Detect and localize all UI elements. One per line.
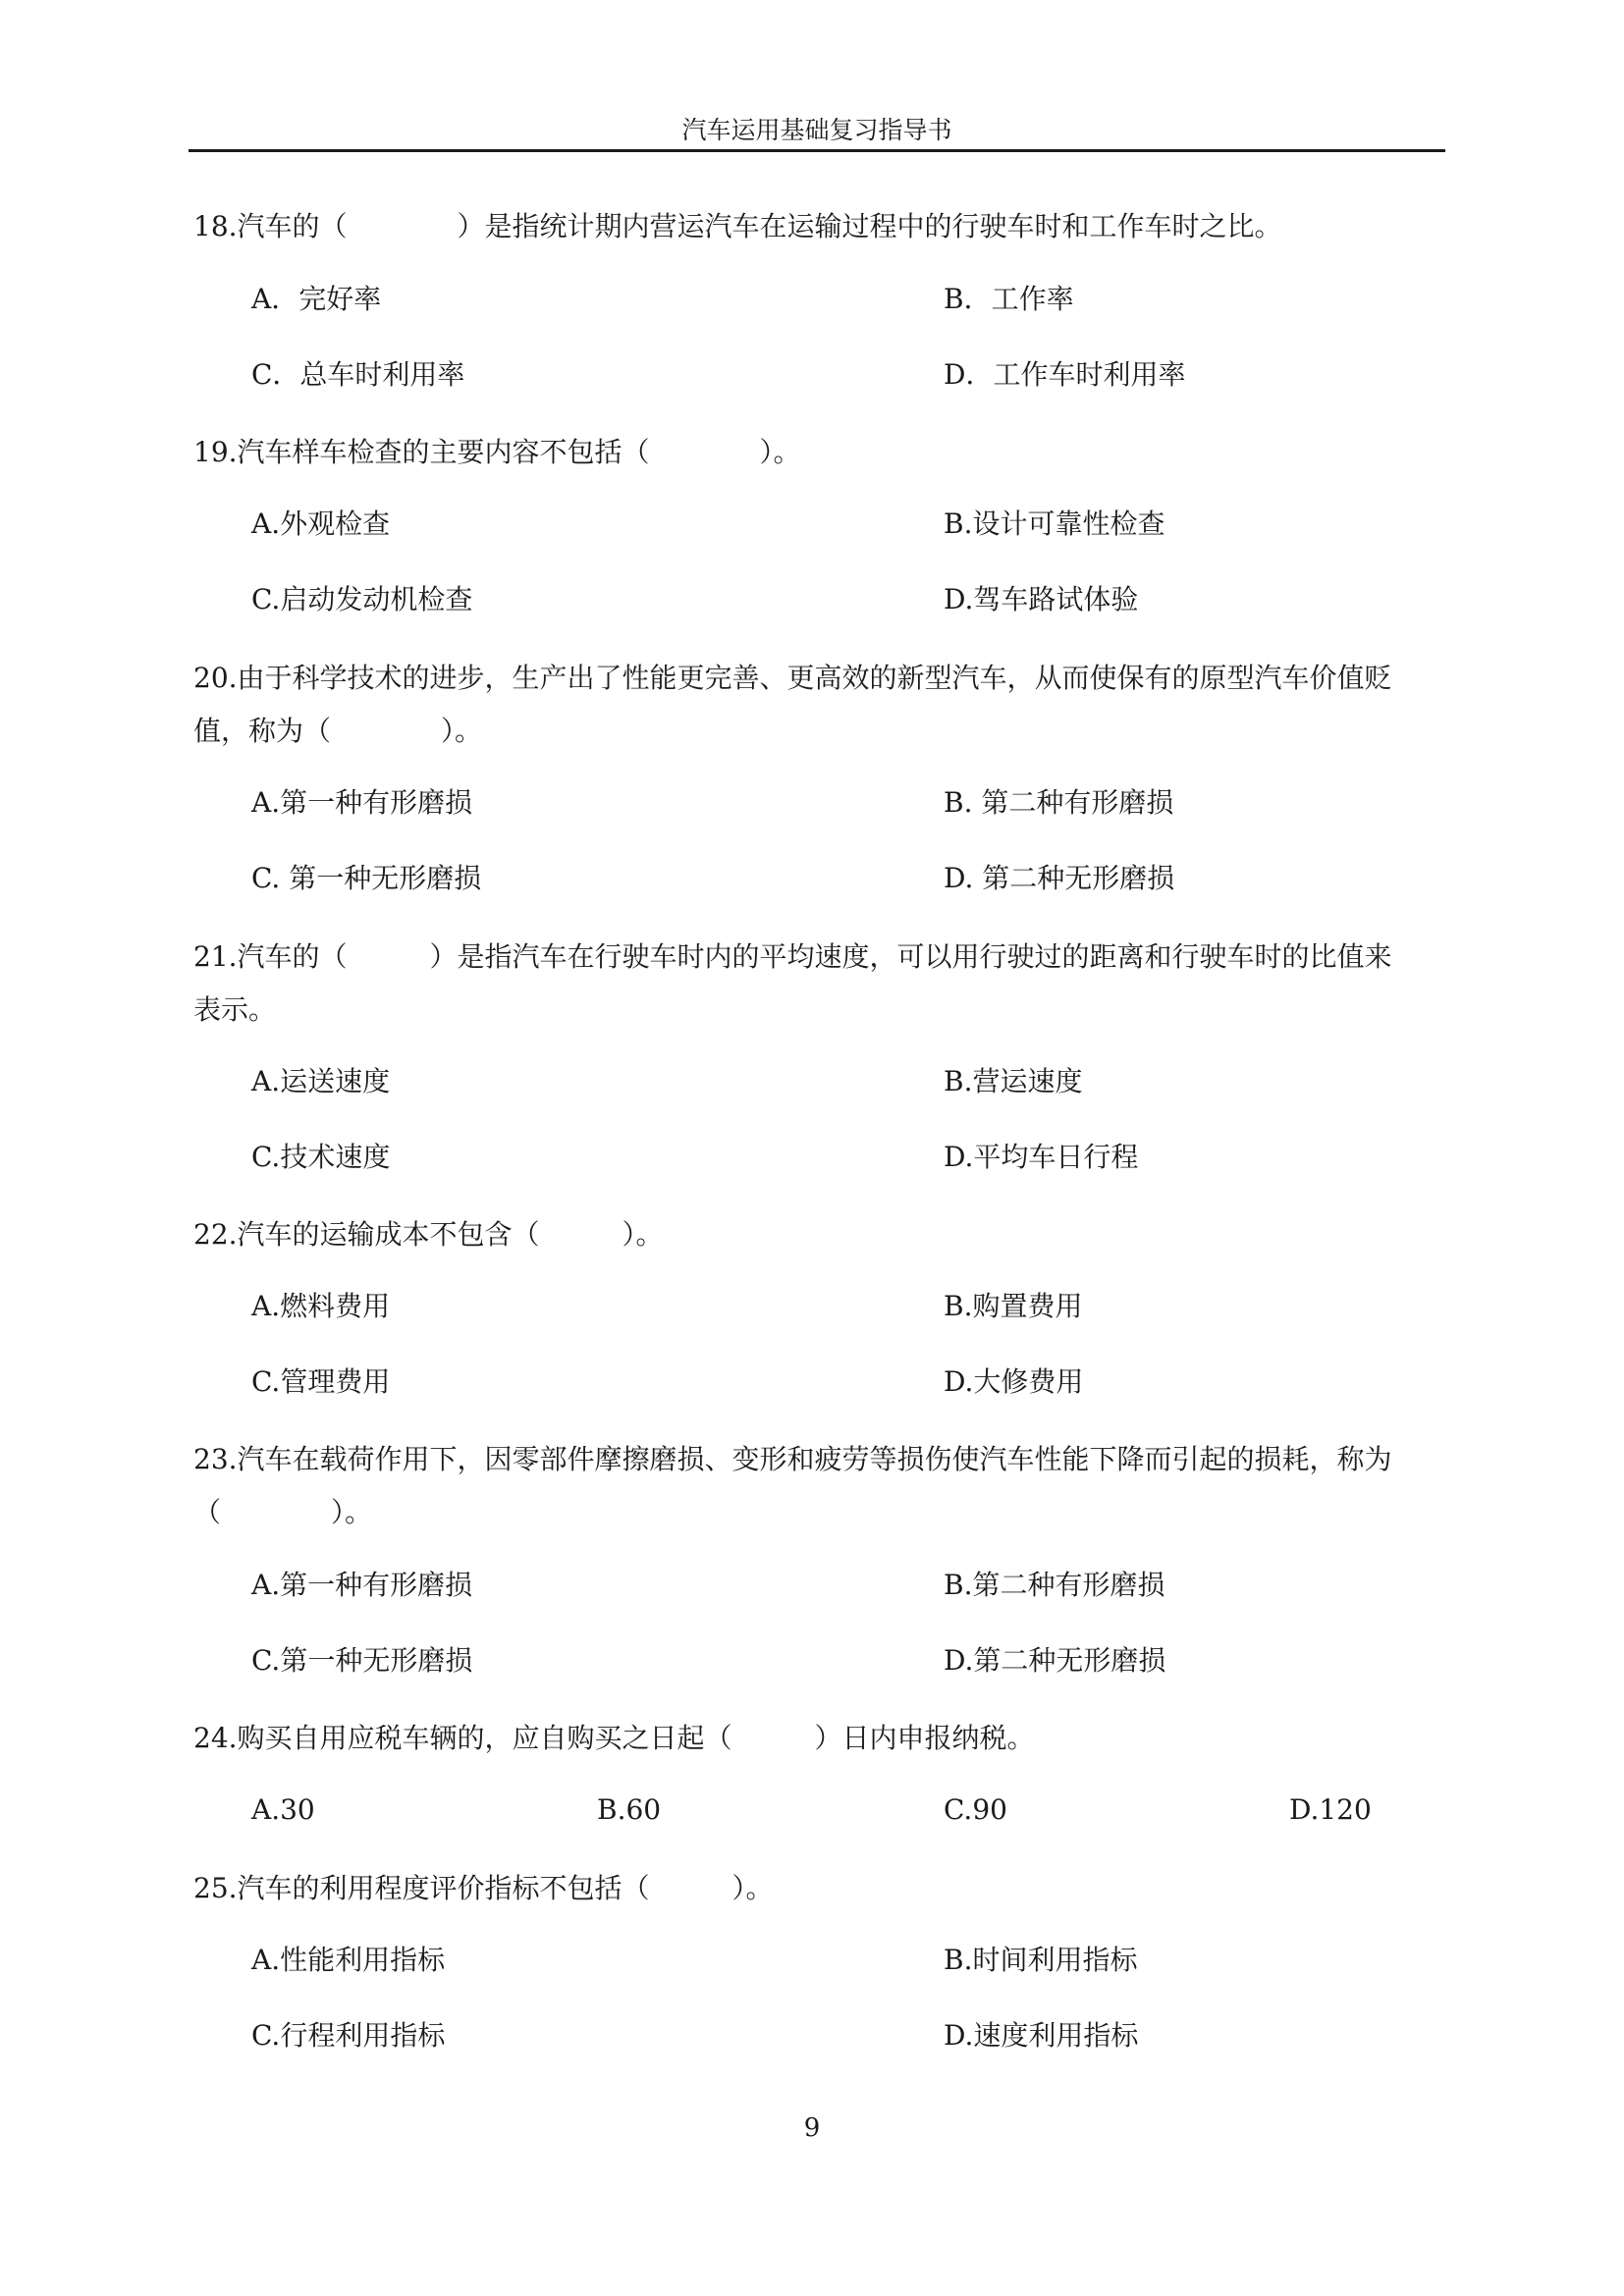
option-20-d: D. 第二种无形磨损 (944, 862, 1175, 894)
option-18-d: D．工作车时利用率 (944, 358, 1186, 391)
header-rule (189, 149, 1445, 152)
option-21-a: A.运送速度 (251, 1065, 391, 1097)
question-stem-23-line-2: （ ）。 (193, 1496, 373, 1528)
question-stem-20-line-2: 值，称为（ ）。 (193, 715, 483, 747)
option-24-c: C.90 (944, 1793, 1007, 1826)
option-21-c: C.技术速度 (251, 1141, 391, 1173)
option-18-b: B．工作率 (944, 283, 1074, 315)
option-23-a: A.第一种有形磨损 (251, 1569, 473, 1601)
option-18-a: A．完好率 (251, 283, 382, 315)
option-22-b: B.购置费用 (944, 1290, 1083, 1322)
option-24-a: A.30 (251, 1793, 315, 1826)
question-stem-21-line-1: 21.汽车的（ ）是指汽车在行驶车时内的平均速度，可以用行驶过的距离和行驶车时的比值来 (193, 940, 1392, 973)
question-stem-25: 25.汽车的利用程度评价指标不包括（ ）。 (193, 1872, 774, 1904)
option-25-c: C.行程利用指标 (251, 2019, 446, 2052)
question-stem-19: 19.汽车样车检查的主要内容不包括（ ）。 (193, 436, 801, 468)
question-stem-23-line-1: 23.汽车在载荷作用下，因零部件摩擦磨损、变形和疲劳等损伤使汽车性能下降而引起的损耗，称为 (193, 1443, 1392, 1475)
option-20-a: A.第一种有形磨损 (251, 786, 473, 819)
option-23-c: C.第一种无形磨损 (251, 1644, 473, 1677)
option-19-a: A.外观检查 (251, 507, 391, 540)
option-18-c: C．总车时利用率 (251, 358, 465, 391)
option-19-d: D.驾车路试体验 (944, 583, 1139, 615)
option-20-c: C. 第一种无形磨损 (251, 862, 482, 894)
option-24-b: B.60 (597, 1793, 662, 1826)
page-number: 9 (803, 2113, 821, 2143)
running-header: 汽车运用基础复习指导书 (681, 116, 952, 144)
option-25-a: A.性能利用指标 (251, 1944, 446, 1976)
option-20-b: B. 第二种有形磨损 (944, 786, 1174, 819)
option-19-c: C.启动发动机检查 (251, 583, 473, 615)
option-22-c: C.管理费用 (251, 1365, 391, 1398)
option-22-a: A.燃料费用 (251, 1290, 391, 1322)
option-22-d: D.大修费用 (944, 1365, 1084, 1398)
question-stem-18: 18.汽车的（ ）是指统计期内营运汽车在运输过程中的行驶车时和工作车时之比。 (193, 210, 1282, 242)
option-21-d: D.平均车日行程 (944, 1141, 1139, 1173)
question-stem-22: 22.汽车的运输成本不包含（ ）。 (193, 1218, 664, 1251)
option-19-b: B.设计可靠性检查 (944, 507, 1165, 540)
option-23-d: D.第二种无形磨损 (944, 1644, 1166, 1677)
question-stem-24: 24.购买自用应税车辆的，应自购买之日起（ ）日内申报纳税。 (193, 1722, 1035, 1754)
option-23-b: B.第二种有形磨损 (944, 1569, 1165, 1601)
option-25-b: B.时间利用指标 (944, 1944, 1138, 1976)
option-24-d: D.120 (1289, 1793, 1372, 1826)
question-stem-21-line-2: 表示。 (193, 993, 277, 1026)
question-stem-20-line-1: 20.由于科学技术的进步，生产出了性能更完善、更高效的新型汽车，从而使保有的原型汽车价值贬 (193, 662, 1392, 694)
option-25-d: D.速度利用指标 (944, 2019, 1139, 2052)
option-21-b: B.营运速度 (944, 1065, 1083, 1097)
